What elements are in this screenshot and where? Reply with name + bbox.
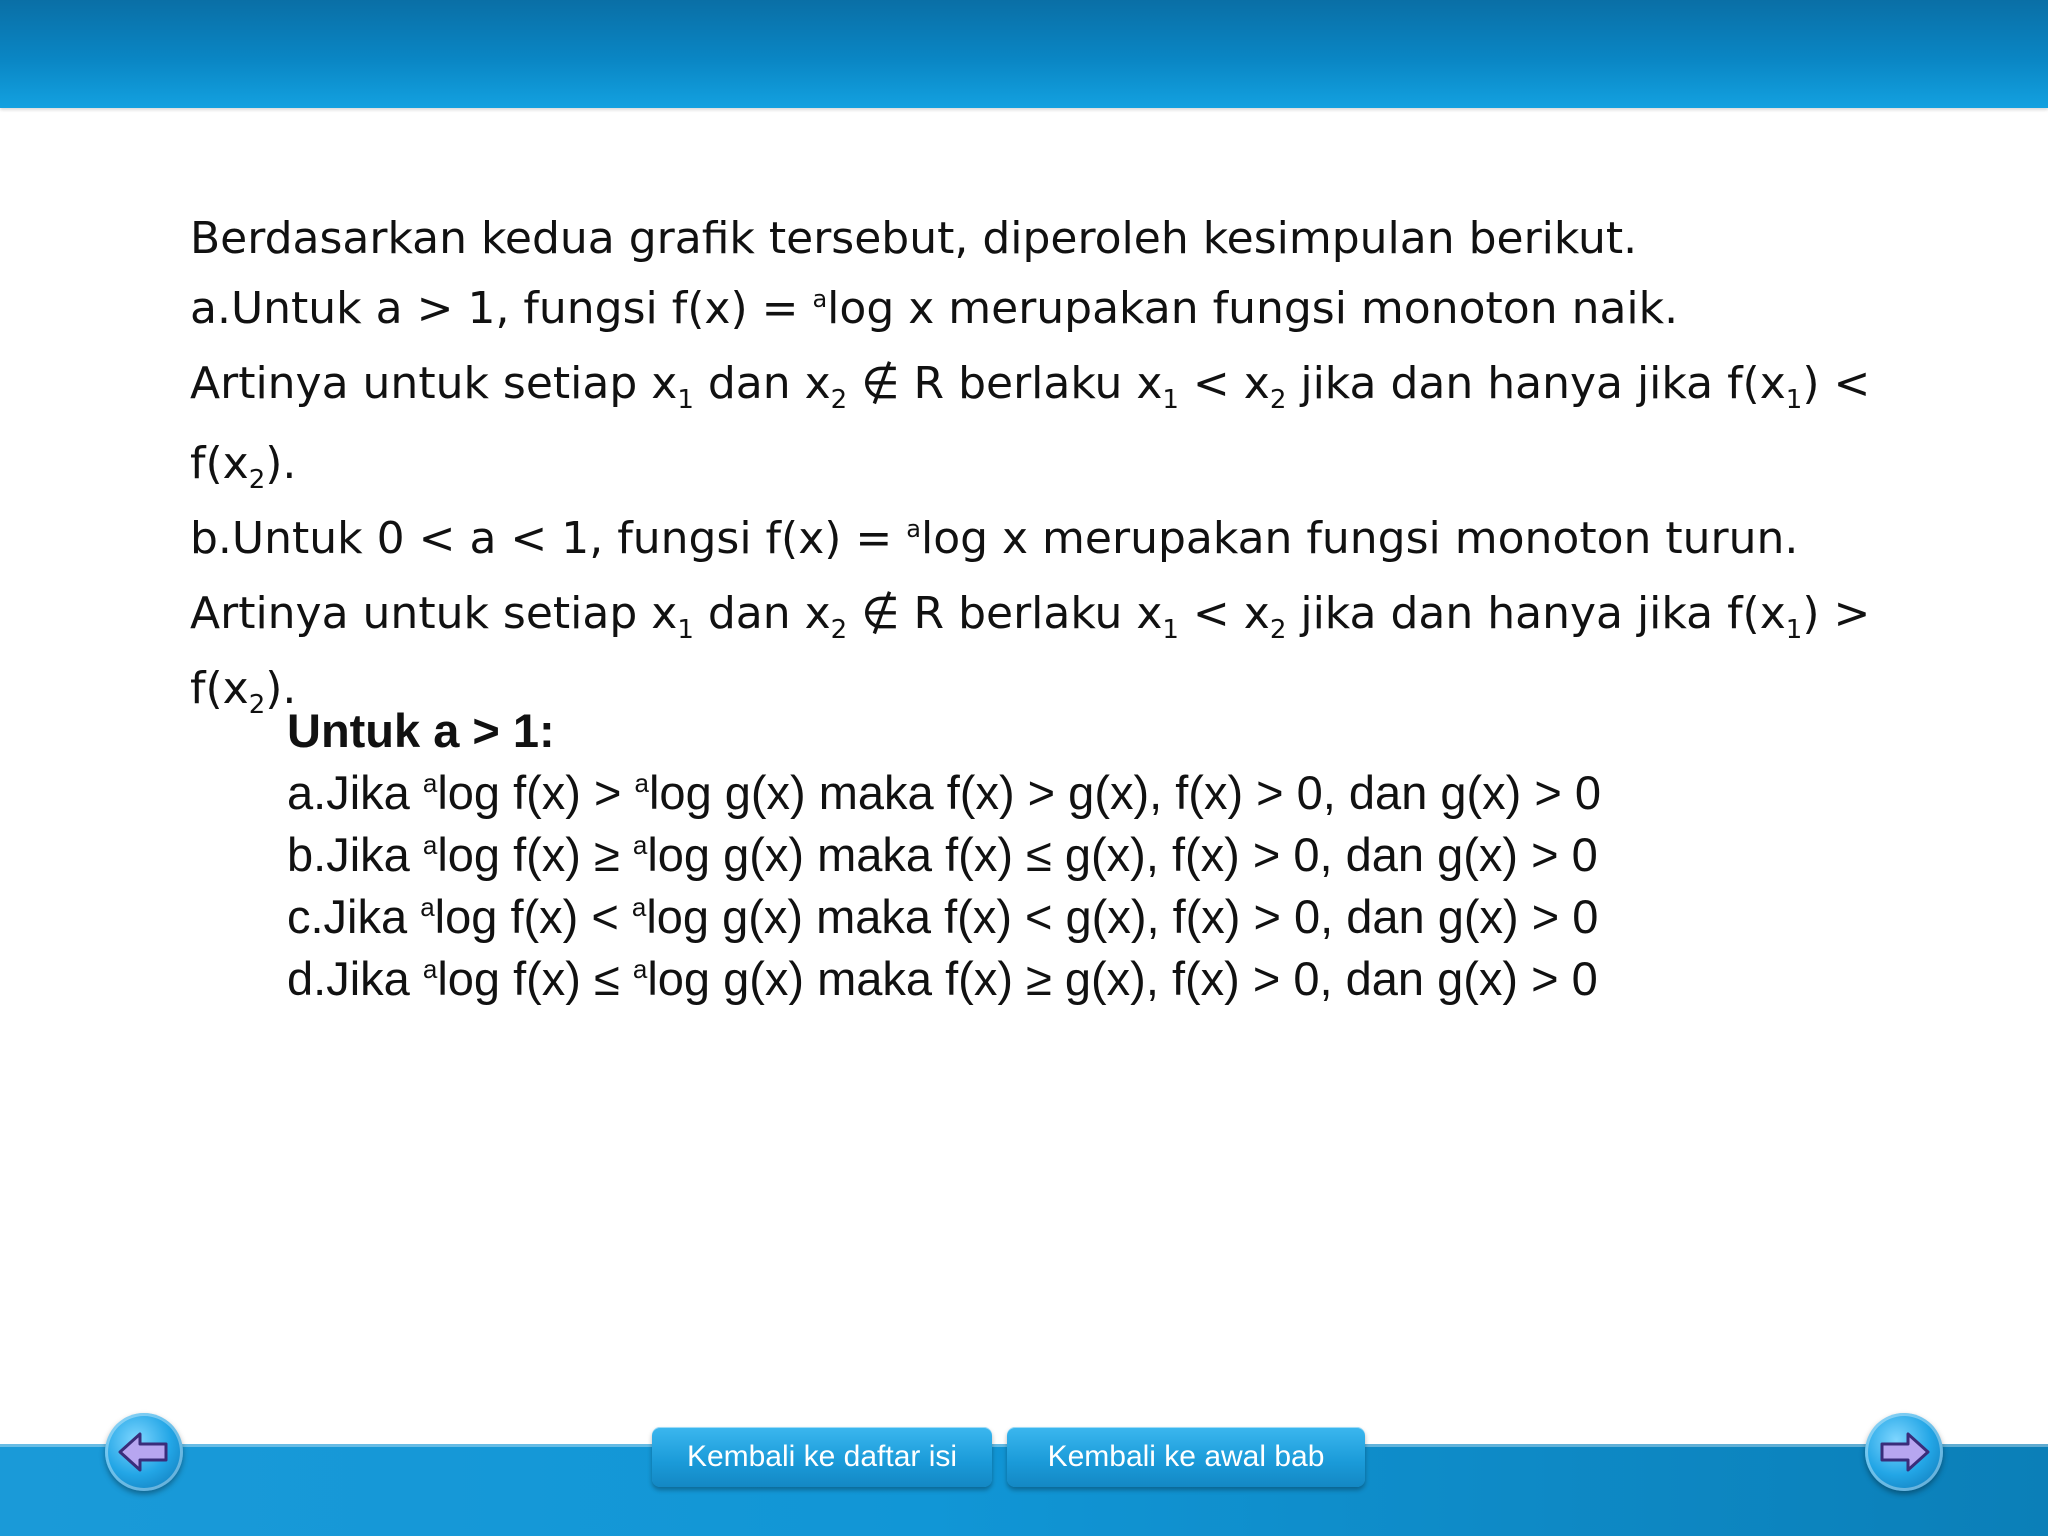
point-b-meaning-line: Artinya untuk setiap $x_1$ dan $x_2$ ∉ R berlaku $x_1 < x_2$ jika dan hanya jika $f(x_1)$ > — [190, 588, 1871, 645]
point-b-continuation-line: $f(x_2)$. — [190, 663, 297, 720]
back-to-chapter-start-button[interactable]: Kembali ke awal bab — [1007, 1427, 1365, 1487]
point-b-line: b.Untuk 0 < a < 1, fungsi f(x) = $^a$log x merupakan fungsi monoton turun. — [190, 513, 1799, 564]
conclusion-text — [190, 204, 1910, 724]
left-arrow-icon — [116, 1429, 172, 1475]
point-a-line: a.Untuk a > 1, fungsi f(x) = $^a$log x merupakan fungsi monoton naik. — [190, 283, 1679, 334]
rule-item: c.Jika $^a$log f(x) < $^a$log g(x) maka f(x) < g(x), f(x) > 0, dan g(x) > 0 — [287, 890, 1599, 943]
next-slide-button[interactable] — [1865, 1413, 1943, 1491]
previous-slide-button[interactable] — [105, 1413, 183, 1491]
point-a-meaning-line: Artinya untuk setiap $x_1$ dan $x_2$ ∉ R berlaku $x_1 < x_2$ jika dan hanya jika $f(x_1)$ < — [190, 358, 1871, 415]
rule-item: a.Jika $^a$log f(x) > $^a$log g(x) maka f(x) > g(x), f(x) > 0, dan g(x) > 0 — [287, 766, 1602, 819]
rule-item: d.Jika $^a$log f(x) ≤ $^a$log g(x) maka f(x) ≥ g(x), f(x) > 0, dan g(x) > 0 — [287, 952, 1598, 1005]
conclusion-line: Berdasarkan kedua grafik tersebut, diperoleh kesimpulan berikut. — [190, 213, 1638, 264]
point-a-continuation-line: $f(x_2)$. — [190, 438, 297, 495]
rule-item: b.Jika $^a$log f(x) ≥ $^a$log g(x) maka f(x) ≤ g(x), f(x) > 0, dan g(x) > 0 — [287, 828, 1598, 881]
header-bar — [0, 0, 2048, 108]
back-to-contents-button[interactable]: Kembali ke daftar isi — [652, 1427, 992, 1487]
rules-heading: Untuk a > 1: — [287, 704, 555, 757]
inequality-rules — [287, 700, 1601, 1010]
right-arrow-icon — [1876, 1429, 1932, 1475]
